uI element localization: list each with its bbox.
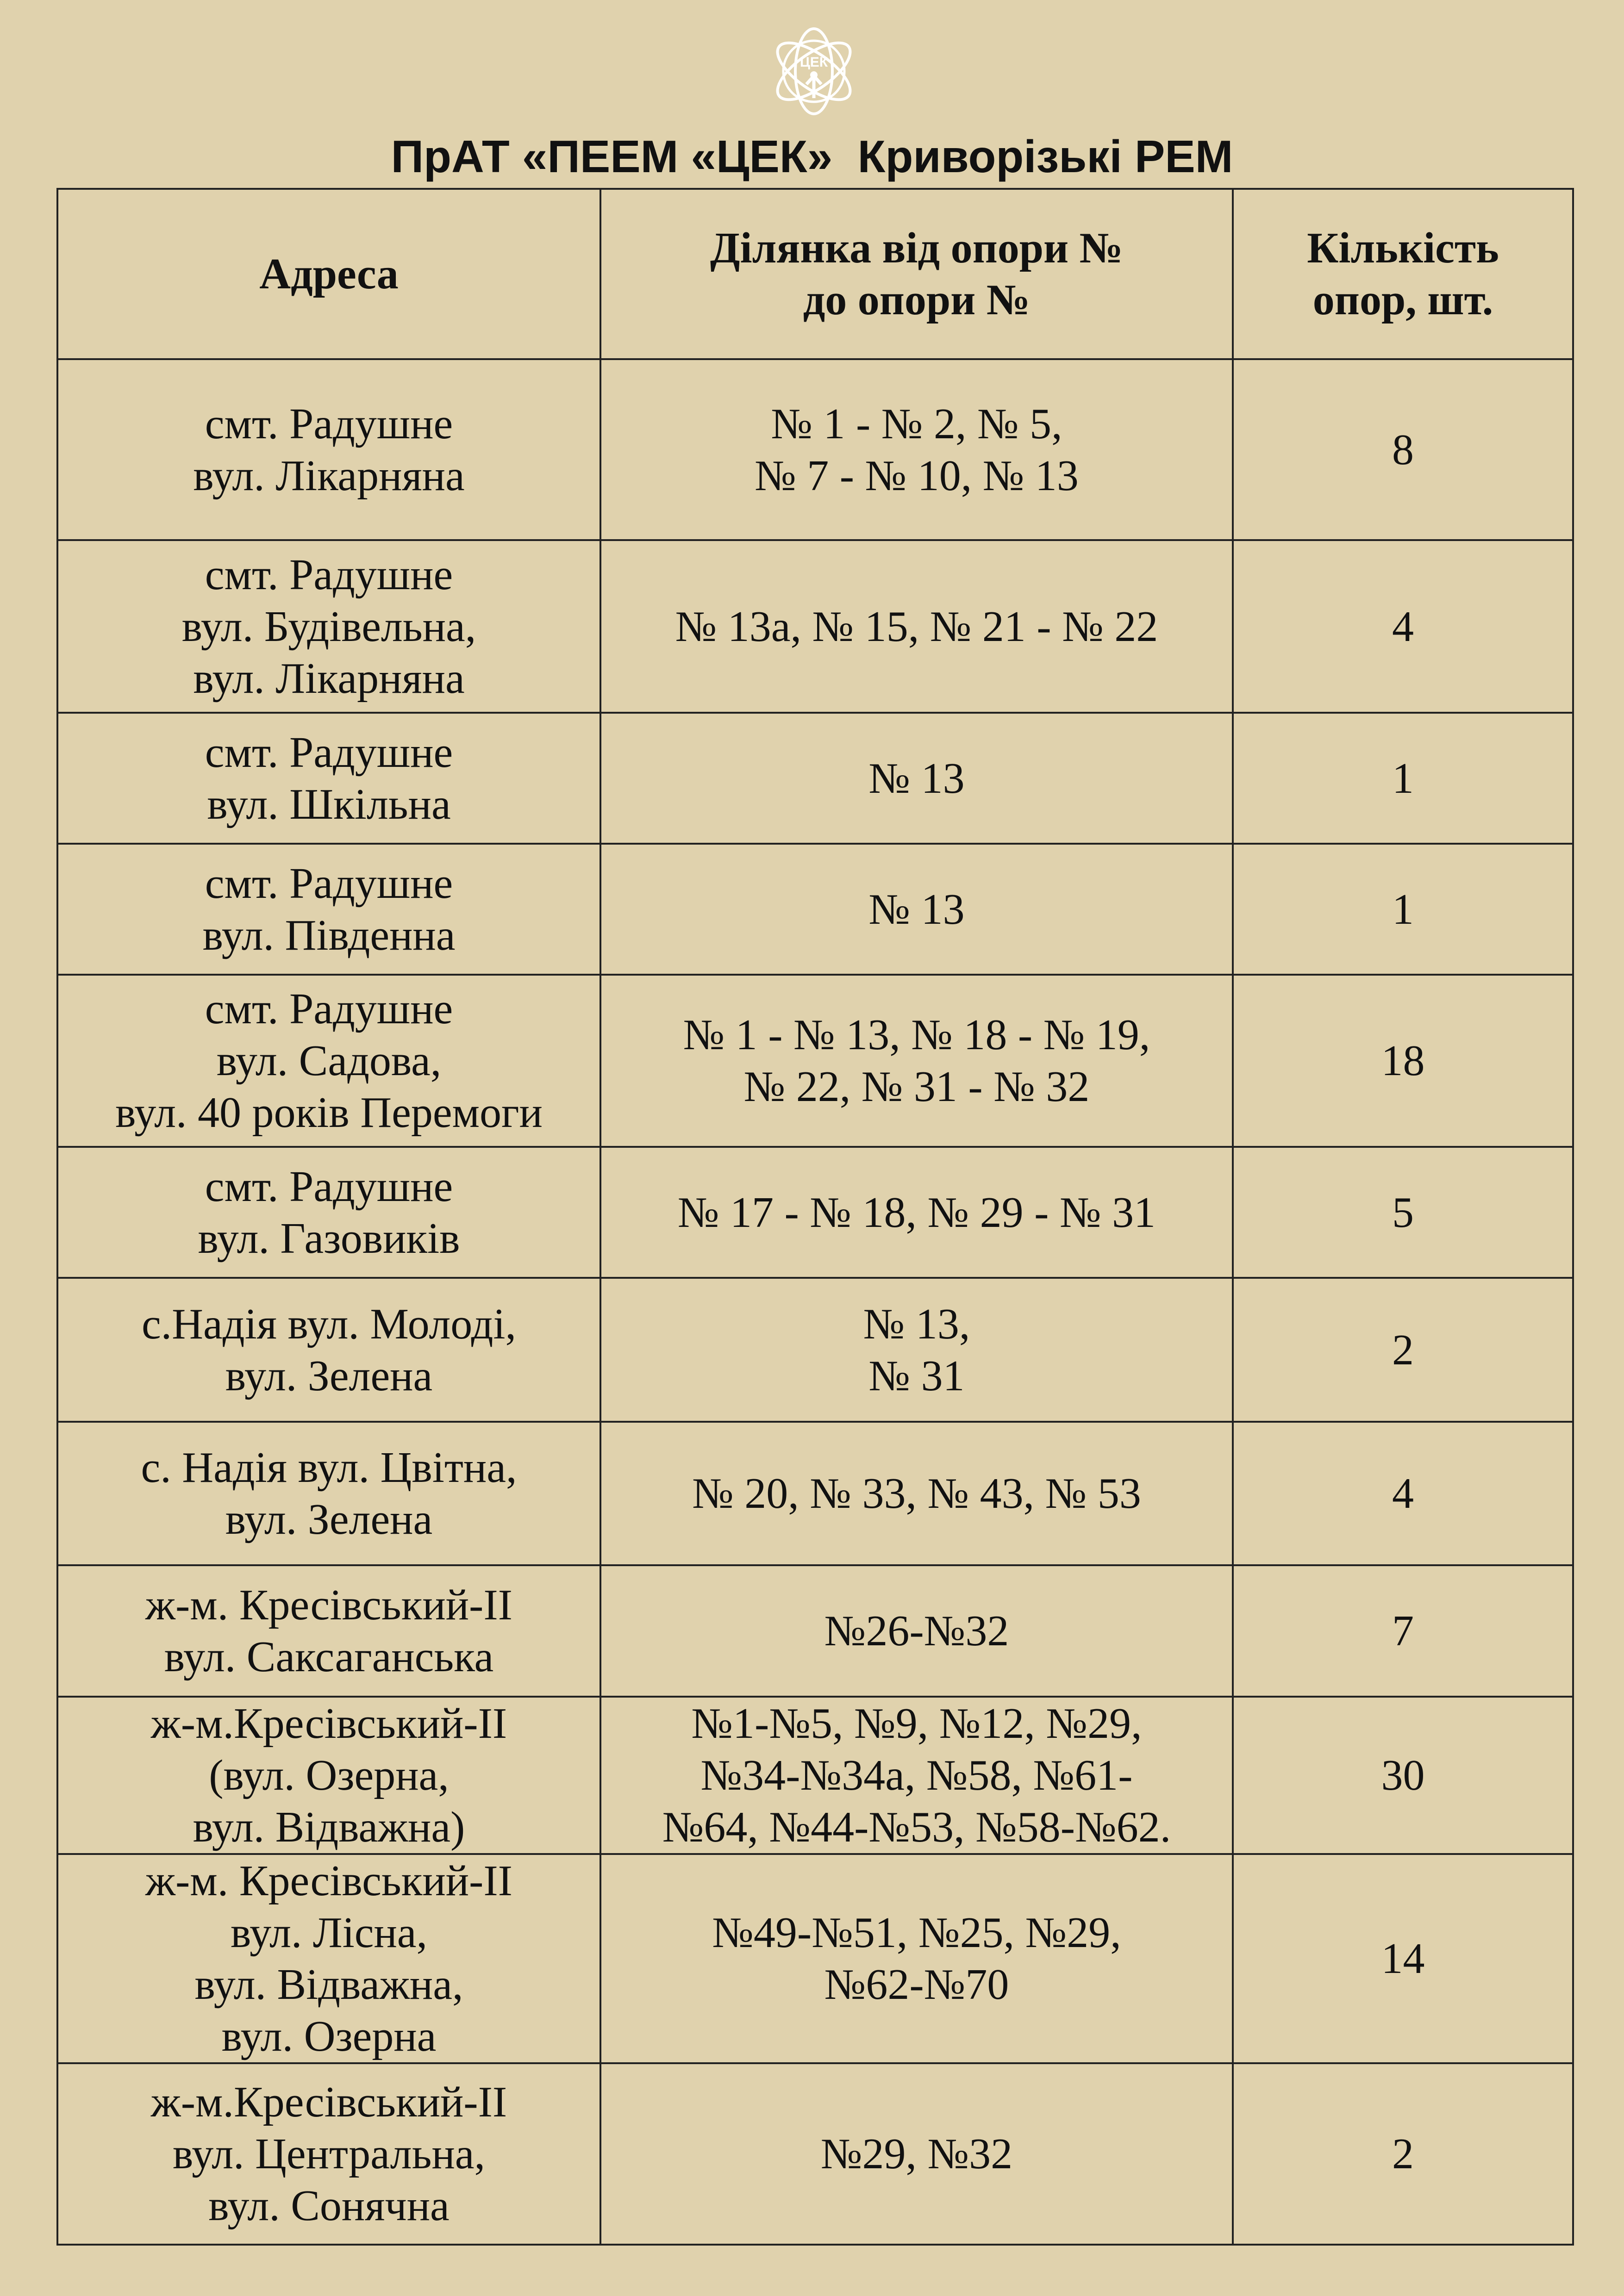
header-section: Ділянка від опори № до опори №	[600, 189, 1233, 359]
section-cell: № 13	[600, 844, 1233, 975]
table-row	[57, 1697, 1573, 1854]
count-cell: 2	[1233, 2063, 1573, 2245]
count-cell: 7	[1233, 1565, 1573, 1697]
address-cell: смт. Радушне вул. Лікарняна	[57, 359, 600, 540]
count-cell: 5	[1233, 1147, 1573, 1278]
address-cell: с. Надія вул. Цвітна, вул. Зелена	[57, 1422, 600, 1565]
table-row	[57, 1854, 1573, 2063]
table-row	[57, 1147, 1573, 1278]
section-cell: №29, №32	[600, 2063, 1233, 2245]
table-header-row	[57, 189, 1573, 359]
count-cell: 4	[1233, 1422, 1573, 1565]
table-row	[57, 1278, 1573, 1422]
count-cell: 8	[1233, 359, 1573, 540]
section-cell: №26-№32	[600, 1565, 1233, 1697]
address-cell: ж-м. Кресівський-ІІ вул. Саксаганська	[57, 1565, 600, 1697]
section-cell: № 17 - № 18, № 29 - № 31	[600, 1147, 1233, 1278]
section-cell: № 13, № 31	[600, 1278, 1233, 1422]
table-row	[57, 540, 1573, 713]
section-cell: № 1 - № 13, № 18 - № 19, № 22, № 31 - № 32	[600, 975, 1233, 1147]
table-row	[57, 2063, 1573, 2245]
section-cell: №49-№51, №25, №29, №62-№70	[600, 1854, 1233, 2063]
address-cell: смт. Радушне вул. Газовиків	[57, 1147, 600, 1278]
section-cell: № 1 - № 2, № 5, № 7 - № 10, № 13	[600, 359, 1233, 540]
section-cell: №1-№5, №9, №12, №29, №34-№34а, №58, №61- №64, №44-№53, №58-№62.	[600, 1697, 1233, 1854]
table-row	[57, 975, 1573, 1147]
section-cell: № 13а, № 15, № 21 - № 22	[600, 540, 1233, 713]
address-cell: с.Надія вул. Молоді, вул. Зелена	[57, 1278, 600, 1422]
company-logo	[765, 19, 863, 118]
address-cell: смт. Радушне вул. Південна	[57, 844, 600, 975]
section-cell: № 20, № 33, № 43, № 53	[600, 1422, 1233, 1565]
page-title: ПрАТ «ПЕЕМ «ЦЕК» Криворізькі РЕМ	[391, 131, 1233, 182]
section-cell: № 13	[600, 713, 1233, 844]
count-cell: 1	[1233, 844, 1573, 975]
count-cell: 2	[1233, 1278, 1573, 1422]
table-row	[57, 713, 1573, 844]
logo-text: ЦЕК	[800, 55, 828, 70]
supports-table	[56, 188, 1574, 2246]
table-row	[57, 1565, 1573, 1697]
header-address: Адреса	[57, 189, 600, 359]
address-cell: смт. Радушне вул. Шкільна	[57, 713, 600, 844]
table-row	[57, 844, 1573, 975]
count-cell: 1	[1233, 713, 1573, 844]
table-row	[57, 1422, 1573, 1565]
address-cell: ж-м.Кресівський-ІІ (вул. Озерна, вул. Відважна)	[57, 1697, 600, 1854]
count-cell: 18	[1233, 975, 1573, 1147]
address-cell: ж-м. Кресівський-ІІ вул. Лісна, вул. Відважна, вул. Озерна	[57, 1854, 600, 2063]
table-row	[57, 359, 1573, 540]
count-cell: 4	[1233, 540, 1573, 713]
address-cell: смт. Радушне вул. Будівельна, вул. Лікарняна	[57, 540, 600, 713]
count-cell: 14	[1233, 1854, 1573, 2063]
address-cell: ж-м.Кресівський-ІІ вул. Центральна, вул. Сонячна	[57, 2063, 600, 2245]
header-count: Кількість опор, шт.	[1233, 189, 1573, 359]
address-cell: смт. Радушне вул. Садова, вул. 40 років Перемоги	[57, 975, 600, 1147]
count-cell: 30	[1233, 1697, 1573, 1854]
